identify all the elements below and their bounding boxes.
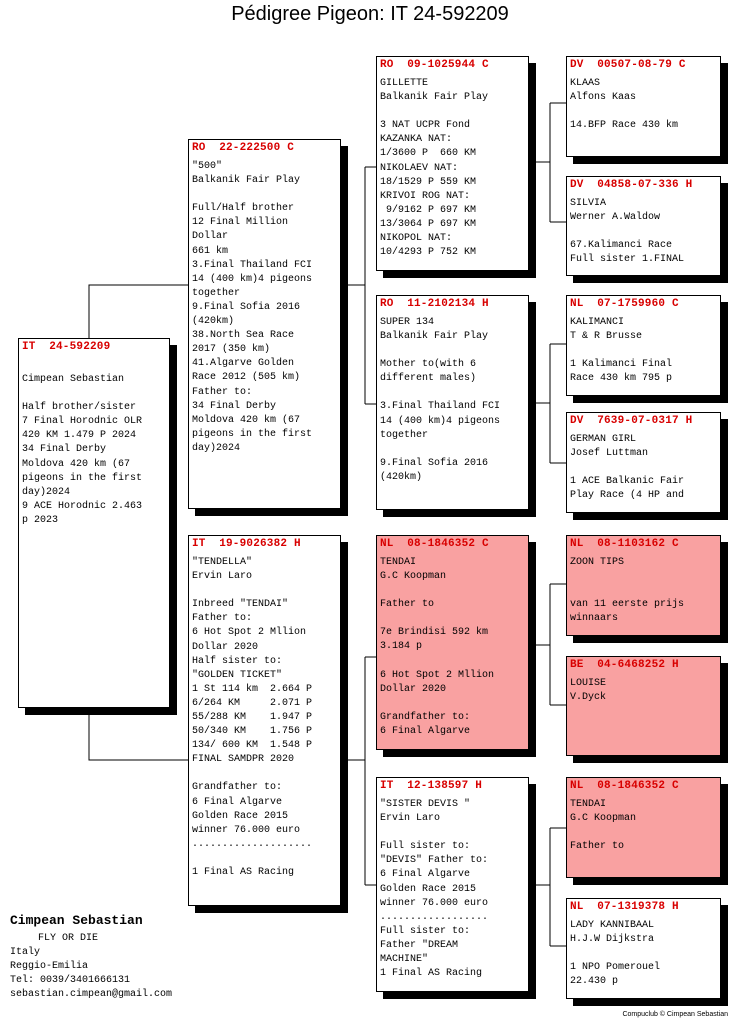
detail-line: TENDAI xyxy=(570,799,607,811)
detail-line: pigeons in the first xyxy=(22,472,143,484)
detail-line: 1 NPO Pomerouel xyxy=(570,962,661,974)
detail-line xyxy=(380,697,525,711)
pedigree-card-sss[interactable] xyxy=(566,56,721,157)
detail-line xyxy=(192,584,337,598)
detail-line: Dollar 2020 xyxy=(380,683,447,695)
detail-line xyxy=(570,570,717,584)
card-details xyxy=(192,556,337,880)
detail-line: "DEVIS" Father to: xyxy=(380,855,489,867)
detail-line xyxy=(380,386,525,400)
detail-line: Play Race (4 HP and xyxy=(570,490,685,502)
pedigree-card-sire-sire[interactable] xyxy=(376,56,529,271)
owner-phone: Tel: 0039/3401666131 xyxy=(10,975,131,986)
pedigree-card-dam-sire[interactable] xyxy=(376,535,529,750)
detail-line: different males) xyxy=(380,373,477,385)
detail-line: 41.Algarve Golden xyxy=(192,358,295,370)
card-details xyxy=(570,677,717,705)
detail-line xyxy=(380,655,525,669)
detail-line: 2017 (350 km) xyxy=(192,344,271,356)
detail-line: Full sister to: xyxy=(380,925,471,937)
copyright-footer: Compuclub © Cimpean Sebastian xyxy=(622,1011,728,1018)
detail-line: Moldova 420 km (67 xyxy=(22,458,131,470)
detail-line: KALIMANCI xyxy=(570,317,625,329)
pedigree-card-dds[interactable] xyxy=(566,777,721,878)
detail-line: Alfons Kaas xyxy=(570,92,637,104)
detail-line: Grandfather to: xyxy=(192,782,283,794)
detail-line xyxy=(22,359,166,373)
detail-line: 6 Final Algarve xyxy=(380,869,471,881)
detail-line: ZOON TIPS xyxy=(570,557,625,569)
detail-line: NIKOPOL NAT: xyxy=(380,233,453,245)
detail-line: Dollar 2020 xyxy=(192,641,259,653)
card-details xyxy=(570,197,717,267)
detail-line xyxy=(570,584,717,598)
detail-line: 420 KM 1.479 P 2024 xyxy=(22,430,137,442)
detail-line: 12 Final Million xyxy=(192,217,289,229)
owner-country: Italy xyxy=(10,947,41,958)
detail-line: Golden Race 2015 xyxy=(192,810,289,822)
detail-line: GERMAN GIRL xyxy=(570,434,637,446)
detail-line: winner 76.000 euro xyxy=(380,897,489,909)
detail-line: 7e Brindisi 592 km xyxy=(380,627,489,639)
detail-line: Half brother/sister xyxy=(22,402,137,414)
detail-line: 6 Final Algarve xyxy=(380,725,471,737)
detail-line: G.C Koopman xyxy=(380,571,447,583)
detail-line xyxy=(380,344,525,358)
detail-line: 9 ACE Horodnic 2.463 xyxy=(22,500,143,512)
detail-line: 67.Kalimanci Race xyxy=(570,240,673,252)
detail-line: KLAAS xyxy=(570,78,601,90)
owner-info xyxy=(10,914,172,1002)
detail-line: 14 (400 km)4 pigeons xyxy=(192,273,313,285)
card-details xyxy=(570,77,717,133)
detail-line: Balkanik Fair Play xyxy=(192,175,301,187)
detail-line: 7 Final Horodnic OLR xyxy=(22,416,143,428)
pedigree-card-sire-dam[interactable] xyxy=(376,295,529,510)
card-details xyxy=(570,919,717,989)
detail-line: FINAL SAMDPR 2020 xyxy=(192,754,295,766)
pedigree-card-dam-dam[interactable] xyxy=(376,777,529,992)
pedigree-card-dam[interactable] xyxy=(188,535,341,906)
detail-line: 1/3600 P 660 KM xyxy=(380,148,477,160)
detail-line: LOUISE xyxy=(570,678,607,690)
detail-line: Golden Race 2015 xyxy=(380,883,477,895)
detail-line: KRIVOI ROG NAT: xyxy=(380,190,471,202)
ring-number: IT 19-9026382 H xyxy=(192,538,301,550)
pedigree-card-ddd[interactable] xyxy=(566,898,721,999)
detail-line: G.C Koopman xyxy=(570,813,637,825)
detail-line xyxy=(192,767,337,781)
detail-line: Josef Luttman xyxy=(570,448,649,460)
detail-line: "SISTER DEVIS " xyxy=(380,799,471,811)
detail-line: day)2024 xyxy=(192,442,241,454)
detail-line: 3 NAT UCPR Fond xyxy=(380,120,471,132)
detail-line: 10/4293 P 752 KM xyxy=(380,247,477,259)
detail-line xyxy=(570,344,717,358)
detail-line: GILLETTE xyxy=(380,78,429,90)
detail-line: pigeons in the first xyxy=(192,428,313,440)
detail-line xyxy=(380,584,525,598)
ring-number: BE 04-6468252 H xyxy=(570,659,679,671)
detail-line: 9.Final Sofia 2016 xyxy=(192,301,301,313)
detail-line: day)2024 xyxy=(22,486,71,498)
ring-number: RO 22-222500 C xyxy=(192,142,295,154)
detail-line: TENDAI xyxy=(380,557,417,569)
detail-line: Balkanik Fair Play xyxy=(380,92,489,104)
detail-line: 661 km xyxy=(192,245,229,257)
detail-line: 6 Hot Spot 2 Mllion xyxy=(380,669,495,681)
detail-line: Race 430 km 795 p xyxy=(570,373,673,385)
detail-line: 6 Final Algarve xyxy=(192,796,283,808)
detail-line: Full sister 1.FINAL xyxy=(570,254,685,266)
detail-line: Dollar xyxy=(192,231,229,243)
detail-line xyxy=(192,852,337,866)
ring-number: DV 00507-08-79 C xyxy=(570,59,686,71)
detail-line: (420km) xyxy=(192,316,235,328)
pedigree-card-dss[interactable] xyxy=(566,535,721,636)
detail-line: Father to xyxy=(570,841,625,853)
pedigree-card-subject[interactable] xyxy=(18,338,170,708)
detail-line: Half sister to: xyxy=(192,655,283,667)
detail-line xyxy=(380,826,525,840)
owner-email[interactable]: sebastian.cimpean@gmail.com xyxy=(10,989,173,1000)
detail-line: 3.Final Thailand FCI xyxy=(380,401,501,413)
ring-number: RO 11-2102134 H xyxy=(380,298,489,310)
detail-line: 1 St 114 km 2.664 P xyxy=(192,683,313,695)
card-details xyxy=(380,556,525,739)
detail-line: van 11 eerste prijs xyxy=(570,599,685,611)
ring-number: DV 7639-07-0317 H xyxy=(570,415,693,427)
detail-line: 34 Final Derby xyxy=(22,444,107,456)
owner-motto: FLY OR DIE xyxy=(38,933,99,944)
detail-line xyxy=(570,947,717,961)
card-details xyxy=(570,316,717,386)
card-details xyxy=(570,556,717,626)
ring-number: NL 08-1846352 C xyxy=(570,780,679,792)
card-details xyxy=(380,316,525,485)
detail-line xyxy=(570,225,717,239)
detail-line xyxy=(570,105,717,119)
owner-name: Cimpean Sebastian xyxy=(10,913,143,928)
detail-line: "TENDELLA" xyxy=(192,557,253,569)
detail-line: Father to xyxy=(380,599,435,611)
pedigree-card-dsd[interactable] xyxy=(566,656,721,756)
detail-line: 6/264 KM 2.071 P xyxy=(192,697,313,709)
detail-line: "GOLDEN TICKET" xyxy=(192,669,283,681)
detail-line: Cimpean Sebastian xyxy=(22,374,125,386)
detail-line xyxy=(380,443,525,457)
ring-number: NL 07-1759960 C xyxy=(570,298,679,310)
detail-line: LADY KANNIBAAL xyxy=(570,920,655,932)
card-details xyxy=(570,433,717,503)
detail-line: V.Dyck xyxy=(570,692,607,704)
detail-line xyxy=(570,461,717,475)
detail-line xyxy=(192,188,337,202)
detail-line: 34 Final Derby xyxy=(192,400,277,412)
detail-line: .................. xyxy=(380,911,489,923)
detail-line: "500" xyxy=(192,161,223,173)
detail-line: 3.Final Thailand FCI xyxy=(192,259,313,271)
detail-line: NIKOLAEV NAT: xyxy=(380,162,459,174)
card-details xyxy=(192,160,337,456)
detail-line: Father "DREAM xyxy=(380,939,459,951)
detail-line: 1 Final AS Racing xyxy=(192,866,295,878)
detail-line: 14.BFP Race 430 km xyxy=(570,120,679,132)
detail-line: MACHINE" xyxy=(380,954,429,966)
detail-line xyxy=(570,826,717,840)
detail-line: Inbreed "TENDAI" xyxy=(192,599,289,611)
detail-line: Full/Half brother xyxy=(192,203,295,215)
card-details xyxy=(380,77,525,260)
pedigree-card-sds[interactable] xyxy=(566,295,721,396)
detail-line: SILVIA xyxy=(570,198,607,210)
detail-line: .................... xyxy=(192,838,313,850)
page-title: Pédigree Pigeon: IT 24-592209 xyxy=(231,3,509,25)
ring-number: RO 09-1025944 C xyxy=(380,59,489,71)
pedigree-card-sire[interactable] xyxy=(188,139,341,509)
detail-line: 22.430 p xyxy=(570,976,619,988)
pedigree-card-ssd[interactable] xyxy=(566,176,721,276)
detail-line: 9/9162 P 697 KM xyxy=(380,204,477,216)
detail-line xyxy=(22,387,166,401)
detail-line: KAZANKA NAT: xyxy=(380,134,453,146)
detail-line: 14 (400 km)4 pigeons xyxy=(380,415,501,427)
detail-line: Ervin Laro xyxy=(192,571,253,583)
detail-line: H.J.W Dijkstra xyxy=(570,934,655,946)
detail-line: Father to: xyxy=(192,386,253,398)
ring-number: IT 12-138597 H xyxy=(380,780,483,792)
detail-line: Moldova 420 km (67 xyxy=(192,414,301,426)
detail-line: 134/ 600 KM 1.548 P xyxy=(192,740,313,752)
detail-line: SUPER 134 xyxy=(380,317,435,329)
detail-line: 3.184 p xyxy=(380,641,423,653)
card-details xyxy=(380,798,525,981)
detail-line: Race 2012 (505 km) xyxy=(192,372,301,384)
detail-line: Ervin Laro xyxy=(380,813,441,825)
ring-number: NL 08-1846352 C xyxy=(380,538,489,550)
detail-line: winner 76.000 euro xyxy=(192,824,301,836)
detail-line: p 2023 xyxy=(22,514,59,526)
detail-line: winnaars xyxy=(570,613,619,625)
detail-line: 1 ACE Balkanic Fair xyxy=(570,476,685,488)
detail-line: 50/340 KM 1.756 P xyxy=(192,726,313,738)
owner-city: Reggio-Emilia xyxy=(10,961,89,972)
detail-line: Balkanik Fair Play xyxy=(380,331,489,343)
detail-line: (420km) xyxy=(380,471,423,483)
detail-line: Mother to(with 6 xyxy=(380,359,477,371)
detail-line: 9.Final Sofia 2016 xyxy=(380,457,489,469)
detail-line: 13/3064 P 697 KM xyxy=(380,218,477,230)
ring-number: DV 04858-07-336 H xyxy=(570,179,693,191)
detail-line: 1 Kalimanci Final xyxy=(570,359,673,371)
detail-line: 55/288 KM 1.947 P xyxy=(192,712,313,724)
detail-line: Grandfather to: xyxy=(380,711,471,723)
detail-line: 6 Hot Spot 2 Mllion xyxy=(192,627,307,639)
detail-line: 1 Final AS Racing xyxy=(380,968,483,980)
detail-line xyxy=(380,612,525,626)
detail-line: 18/1529 P 559 KM xyxy=(380,176,477,188)
detail-line: T & R Brusse xyxy=(570,331,643,343)
detail-line: together xyxy=(192,287,241,299)
card-details xyxy=(570,798,717,854)
detail-line: Father to: xyxy=(192,613,253,625)
detail-line: Full sister to: xyxy=(380,841,471,853)
ring-number: NL 07-1319378 H xyxy=(570,901,679,913)
pedigree-card-sdd[interactable] xyxy=(566,412,721,513)
card-details xyxy=(22,359,166,528)
detail-line: Werner A.Waldow xyxy=(570,212,661,224)
detail-line xyxy=(380,105,525,119)
ring-number: IT 24-592209 xyxy=(22,341,111,353)
ring-number: NL 08-1103162 C xyxy=(570,538,679,550)
detail-line: together xyxy=(380,429,429,441)
detail-line: 38.North Sea Race xyxy=(192,330,295,342)
